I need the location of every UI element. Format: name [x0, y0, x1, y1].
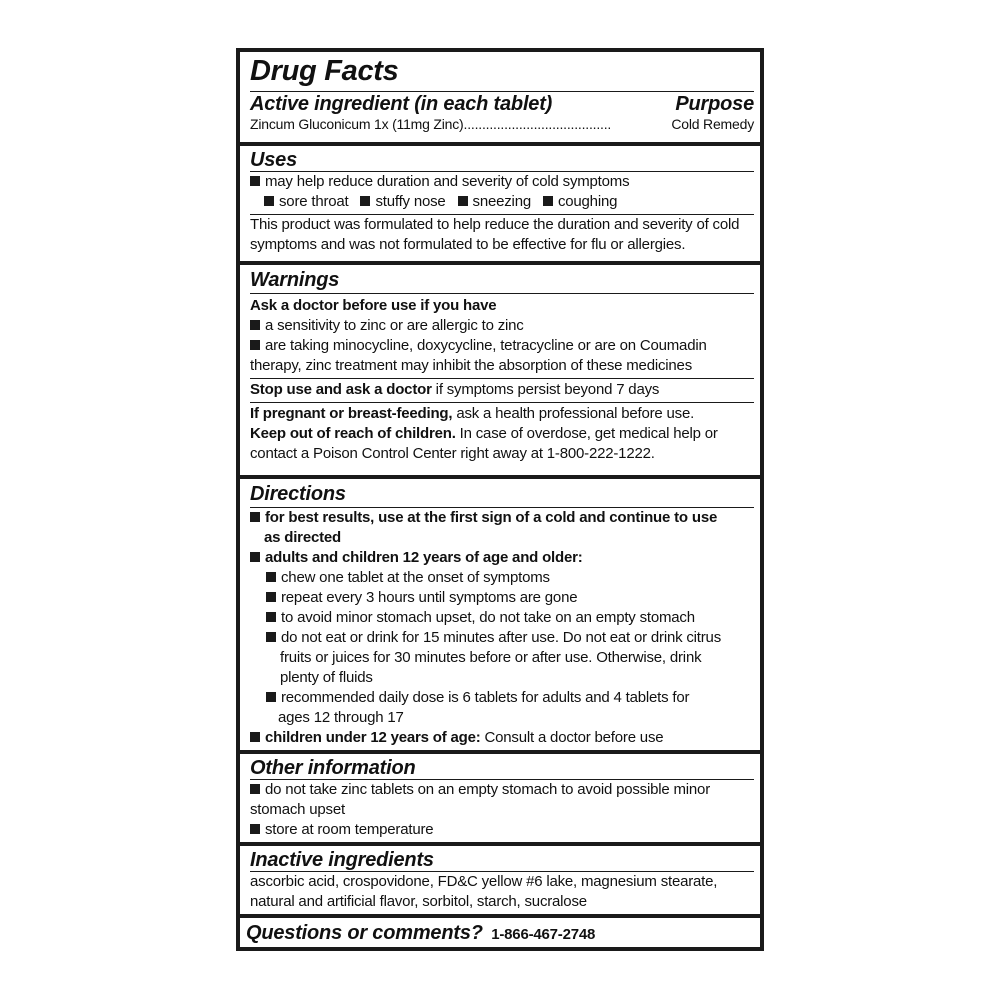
stop-use-warning: Stop use and ask a doctor if symptoms persist beyond 7 days — [250, 381, 660, 398]
bullet-icon — [360, 196, 370, 206]
direction-item: for best results, use at the first sign of a cold and continue to use — [250, 508, 754, 528]
bullet-icon — [266, 692, 276, 702]
pregnancy-warning: If pregnant or breast-feeding, ask a health professional before use. — [250, 405, 695, 422]
direction-item-continued: as directed — [264, 529, 342, 546]
direction-item: adults and children 12 years of age and older: — [250, 548, 754, 568]
active-ingredient-heading: Active ingredient (in each tablet) — [250, 93, 553, 115]
inactive-ingredients-heading: Inactive ingredients — [250, 849, 434, 871]
questions-section — [236, 918, 764, 951]
directions-section — [240, 479, 760, 754]
bullet-icon — [266, 572, 276, 582]
bullet-icon — [250, 824, 260, 834]
bullet-icon — [250, 732, 260, 742]
warnings-heading: Warnings — [250, 269, 340, 291]
keep-away-warning: Keep out of reach of children. In case of overdose, get medical help or — [250, 425, 718, 442]
bullet-icon — [250, 176, 260, 186]
drug-facts-label — [236, 48, 764, 951]
uses-note: This product was formulated to help reduce the duration and severity of cold symptoms and was not formulated to be effective for flu or allergies. — [250, 216, 740, 253]
other-info-item: store at room temperature — [250, 820, 754, 840]
uses-item: may help reduce duration and severity of cold symptoms — [250, 172, 754, 192]
bullet-icon — [266, 632, 276, 642]
active-ingredient-name: Zincum Gluconicum 1x (11mg Zinc) — [250, 116, 464, 132]
uses-section — [240, 146, 760, 265]
other-info-item-continued: stomach upset — [250, 801, 345, 818]
inactive-ingredients-line: natural and artificial flavor, sorbitol, starch, sucralose — [250, 893, 587, 910]
poison-control-line: contact a Poison Control Center right away at 1-800-222-1222. — [250, 445, 655, 462]
direction-subitem: to avoid minor stomach upset, do not take on an empty stomach — [250, 608, 754, 628]
direction-subitem: do not eat or drink for 15 minutes after use. Do not eat or drink citrus — [250, 628, 754, 648]
dot-leader: ........................................ — [463, 116, 612, 132]
bullet-icon — [266, 592, 276, 602]
direction-subitem: chew one tablet at the onset of symptoms — [250, 568, 754, 588]
bullet-icon — [250, 320, 260, 330]
warnings-section — [240, 265, 760, 479]
bullet-icon — [250, 552, 260, 562]
uses-symptom-list: sore throat stuffy nose sneezing coughing — [250, 192, 754, 212]
inactive-ingredients-section — [240, 846, 760, 918]
inactive-ingredients-line: ascorbic acid, crospovidone, FD&C yellow #6 lake, magnesium stearate, — [250, 873, 718, 890]
purpose-heading: Purpose — [675, 93, 754, 115]
warning-item: a sensitivity to zinc or are allergic to zinc — [250, 316, 754, 336]
direction-subitem-continued: fruits or juices for 30 minutes before or after use. Otherwise, drink — [280, 649, 702, 666]
bullet-icon — [250, 784, 260, 794]
questions-heading: Questions or comments? — [246, 922, 483, 944]
direction-item: children under 12 years of age: Consult a doctor before use — [250, 728, 754, 748]
bullet-icon — [543, 196, 553, 206]
label-title: Drug Facts — [250, 55, 399, 87]
warning-item-continued: therapy, zinc treatment may inhibit the absorption of these medicines — [250, 357, 692, 374]
direction-subitem-continued: plenty of fluids — [280, 669, 373, 686]
bullet-icon — [250, 512, 260, 522]
direction-subitem-continued: ages 12 through 17 — [278, 709, 404, 726]
directions-heading: Directions — [250, 483, 346, 505]
other-information-section — [240, 754, 760, 846]
active-ingredient-section — [240, 52, 760, 146]
other-info-item: do not take zinc tablets on an empty stomach to avoid possible minor — [250, 780, 754, 800]
ask-doctor-heading: Ask a doctor before use if you have — [250, 297, 497, 314]
purpose-value: Cold Remedy — [671, 116, 754, 132]
bullet-icon — [250, 340, 260, 350]
direction-subitem: repeat every 3 hours until symptoms are gone — [250, 588, 754, 608]
uses-heading: Uses — [250, 149, 298, 171]
other-information-heading: Other information — [250, 757, 416, 779]
bullet-icon — [264, 196, 274, 206]
warning-item: are taking minocycline, doxycycline, tetracycline or are on Coumadin — [250, 336, 754, 356]
direction-subitem: recommended daily dose is 6 tablets for adults and 4 tablets for — [250, 688, 754, 708]
questions-phone: 1-866-467-2748 — [491, 926, 596, 943]
bullet-icon — [266, 612, 276, 622]
bullet-icon — [458, 196, 468, 206]
